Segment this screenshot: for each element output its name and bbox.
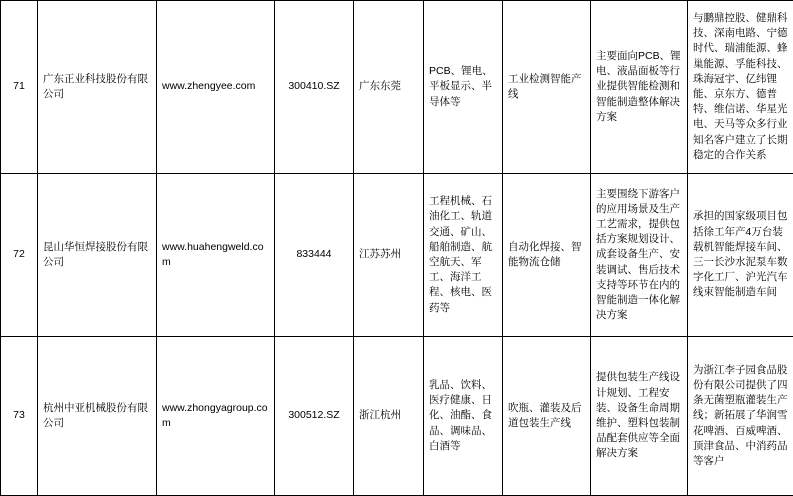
- company-website: www.zhongyagroup.com: [157, 337, 275, 496]
- company-customers: 与鹏鼎控股、健鼎科技、深南电路、宁德时代、瑞浦能源、蜂巢能源、孚能科技、珠海冠宇、亿纬锂能、京东方、德普特、维信诺、华星光电、天马等众多行业知名客户建立了长期稳定的合作关系: [688, 1, 793, 174]
- company-name: 昆山华恒焊接股份有限公司: [38, 174, 157, 337]
- table-row: [1, 1, 793, 174]
- table-row: [1, 174, 793, 337]
- company-website: www.huahengweld.com: [157, 174, 275, 337]
- security-code: 833444: [275, 174, 354, 337]
- company-customers: 为浙江李子园食品股份有限公司提供了四条无菌塑瓶灌装生产线；新拓展了华润雪花啤酒、百威啤酒、顶津食品、中消药品等客户: [688, 337, 793, 496]
- company-location: 广东东莞: [354, 1, 424, 174]
- security-code: 300512.SZ: [275, 337, 354, 496]
- table-row: [1, 337, 793, 496]
- company-website: www.zhengyee.com: [157, 1, 275, 174]
- company-products: 吹瓶、灌装及后道包装生产线: [503, 337, 591, 496]
- security-code: 300410.SZ: [275, 1, 354, 174]
- company-industry: PCB、锂电、平板显示、半导体等: [424, 1, 503, 174]
- company-solutions: 主要面向PCB、锂电、液晶面板等行业提供智能检测和智能制造整体解决方案: [591, 1, 688, 174]
- row-index: 71: [1, 1, 38, 174]
- company-industry: 工程机械、石油化工、轨道交通、矿山、船舶制造、航空航天、军工、海洋工程、核电、医药等: [424, 174, 503, 337]
- company-name: 杭州中亚机械股份有限公司: [38, 337, 157, 496]
- company-products: 自动化焊接、智能物流仓储: [503, 174, 591, 337]
- company-products: 工业检测智能产线: [503, 1, 591, 174]
- row-index: 72: [1, 174, 38, 337]
- company-solutions: 主要围绕下游客户的应用场景及生产工艺需求，提供包括方案规划设计、成套设备生产、安装调试、售后技术支持等环节在内的智能制造一体化解决方案: [591, 174, 688, 337]
- company-location: 江苏苏州: [354, 174, 424, 337]
- company-location: 浙江杭州: [354, 337, 424, 496]
- company-industry: 乳品、饮料、医疗健康、日化、油酯、食品、调味品、白酒等: [424, 337, 503, 496]
- company-customers: 承担的国家级项目包括徐工年产4万台装载机智能焊接车间、三一长沙水泥泵车数字化工厂、沪光汽车线束智能制造车间: [688, 174, 793, 337]
- row-index: 73: [1, 337, 38, 496]
- company-solutions: 提供包装生产线设计规划、工程安装、设备生命周期维护、塑料包装制品配套供应等全面解决方案: [591, 337, 688, 496]
- company-name: 广东正业科技股份有限公司: [38, 1, 157, 174]
